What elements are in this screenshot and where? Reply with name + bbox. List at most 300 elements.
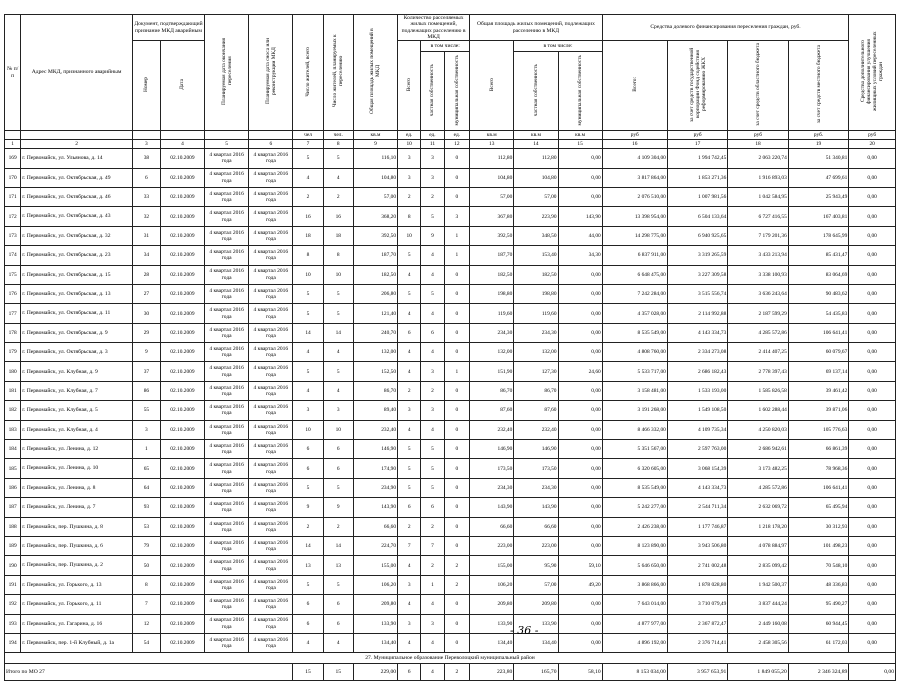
plan-demolition-cell: 4 квартал 2016 года (249, 187, 293, 206)
finance-total-cell: 5 646 650,00 (602, 556, 667, 575)
doc-number-cell: 7 (132, 595, 160, 614)
count-private-cell: 3 (421, 614, 444, 633)
doc-number-cell: 55 (132, 401, 160, 420)
finance-local-cell: 39 461,42 (788, 381, 849, 400)
doc-date-cell: 02.10.2009 (160, 343, 204, 362)
unit-cell: кв.м (558, 131, 602, 140)
area-municipal-cell: 0,00 (558, 381, 602, 400)
header-count-total: Всего (398, 41, 421, 131)
area-total-cell: 106,20 (353, 575, 397, 594)
count-municipal-cell: 0 (444, 265, 470, 284)
plan-demolition-cell: 4 квартал 2016 года (249, 343, 293, 362)
count-total-cell: 4 (398, 343, 421, 362)
address-cell: г. Первомайск, ул. Горького, д. 11 (21, 595, 133, 614)
extra-finance-cell: 0,00 (849, 149, 896, 168)
count-municipal-cell: 1 (444, 362, 470, 381)
count-municipal-cell: 2 (444, 556, 470, 575)
finance-local-cell: 39 871,06 (788, 401, 849, 420)
extra-finance-cell: 0,00 (849, 226, 896, 245)
extra-finance-cell: 0,00 (849, 381, 896, 400)
plan-end-cell: 4 квартал 2016 года (205, 401, 249, 420)
plan-demolition-cell: 4 квартал 2016 года (249, 517, 293, 536)
address-cell: г. Первомайск, пер. Пушкина, д. 6 (21, 537, 133, 556)
header-count-private: частная собственность (421, 52, 444, 131)
extra-finance-cell: 0,00 (849, 575, 896, 594)
extra-finance-cell: 0,00 (849, 478, 896, 497)
area-private-cell: 127,30 (514, 362, 558, 381)
total-label: Итого по МО 27 (5, 664, 293, 681)
residents-cell: 13 (293, 556, 323, 575)
finance-total-cell: 7 643 014,00 (602, 595, 667, 614)
unit-cell (132, 131, 160, 140)
count-private-cell: 9 (421, 226, 444, 245)
table-row (5, 517, 896, 536)
residents-cell: 4 (293, 168, 323, 187)
finance-local-cell: 65 495,94 (788, 498, 849, 517)
extra-finance-cell: 0,00 (849, 614, 896, 633)
finance-fund-cell: 3 068 154,39 (667, 459, 727, 478)
area-all-cell: 173,50 (470, 459, 514, 478)
area-all-cell: 143,90 (470, 498, 514, 517)
area-private-cell: 143,90 (514, 498, 558, 517)
count-private-cell: 3 (421, 149, 444, 168)
table-row (5, 343, 896, 362)
row-number-cell: 177 (5, 304, 21, 323)
doc-number-cell: 27 (132, 284, 160, 303)
area-private-cell: 198,80 (514, 284, 558, 303)
address-cell: г. Первомайск, ул. Октябрьская, д. 3 (21, 343, 133, 362)
plan-demolition-cell: 4 квартал 2016 года (249, 168, 293, 187)
finance-local-cell: 106 641,41 (788, 478, 849, 497)
header-finance-group: Средства долевого финансирования переселения граждан, руб. (602, 15, 849, 41)
doc-number-cell: 28 (132, 265, 160, 284)
residents-plan-cell: 5 (323, 149, 353, 168)
count-total-cell: 6 (398, 498, 421, 517)
area-all-cell: 57,00 (470, 187, 514, 206)
count-municipal-cell: 0 (444, 420, 470, 439)
count-municipal-cell: 0 (444, 401, 470, 420)
finance-total-cell: 5 351 567,00 (602, 440, 667, 459)
doc-number-cell: 86 (132, 381, 160, 400)
extra-finance-cell: 0,00 (849, 420, 896, 439)
count-total-cell: 6 (398, 323, 421, 342)
count-private-cell: 4 (421, 420, 444, 439)
total-row (5, 664, 896, 681)
finance-total-cell: 4 896 192,00 (602, 633, 667, 652)
area-total-cell: 187,70 (353, 246, 397, 265)
doc-date-cell: 02.10.2009 (160, 323, 204, 342)
doc-date-cell: 02.10.2009 (160, 226, 204, 245)
plan-demolition-cell: 4 квартал 2016 года (249, 633, 293, 652)
unit-cell: кв.м (353, 131, 397, 140)
address-cell: г. Первомайск, пер. Пушкина, д. 8 (21, 517, 133, 536)
area-municipal-cell: 0,00 (558, 459, 602, 478)
address-cell: г. Первомайск, ул. Горького, д. 13 (21, 575, 133, 594)
doc-number-cell: 12 (132, 614, 160, 633)
address-cell: г. Первомайск, ул. Клубная, д. 9 (21, 362, 133, 381)
finance-local-cell: 95 490,27 (788, 595, 849, 614)
residents-cell: 6 (293, 440, 323, 459)
area-private-cell: 134,40 (514, 633, 558, 652)
count-municipal-cell: 0 (444, 478, 470, 497)
residents-cell: 4 (293, 381, 323, 400)
finance-local-cell: 47 699,61 (788, 168, 849, 187)
finance-local-cell: 106 641,41 (788, 323, 849, 342)
plan-demolition-cell: 4 квартал 2016 года (249, 362, 293, 381)
address-cell: г. Первомайск, ул. Октябрьская, д. 43 (21, 207, 133, 226)
finance-region-cell: 1 585 826,58 (728, 381, 788, 400)
residents-plan-cell: 6 (323, 614, 353, 633)
row-number-cell: 188 (5, 517, 21, 536)
finance-fund-cell: 1 878 028,80 (667, 575, 727, 594)
area-all-cell: 86,70 (470, 381, 514, 400)
doc-date-cell: 02.10.2009 (160, 362, 204, 381)
count-municipal-cell: 0 (444, 284, 470, 303)
row-number-cell: 186 (5, 478, 21, 497)
doc-number-cell: 93 (132, 498, 160, 517)
doc-number-cell: 79 (132, 537, 160, 556)
area-municipal-cell: 0,00 (558, 304, 602, 323)
row-number-cell: 190 (5, 556, 21, 575)
area-all-cell: 87,60 (470, 401, 514, 420)
area-municipal-cell: 0,00 (558, 343, 602, 362)
finance-total-cell: 5 533 717,00 (602, 362, 667, 381)
area-all-cell: 223,00 (470, 537, 514, 556)
count-municipal-cell: 0 (444, 304, 470, 323)
header-doc-number: Номер (132, 41, 160, 131)
doc-number-cell: 50 (132, 556, 160, 575)
finance-region-cell: 6 727 416,55 (728, 207, 788, 226)
residents-cell: 2 (293, 517, 323, 536)
column-number-cell: 4 (160, 140, 204, 149)
column-number-cell: 18 (728, 140, 788, 149)
count-municipal-cell: 0 (444, 187, 470, 206)
residents-plan-cell: 5 (323, 304, 353, 323)
finance-fund-cell: 2 544 711,34 (667, 498, 727, 517)
extra-finance-cell: 0,00 (849, 187, 896, 206)
count-private-cell: 2 (421, 187, 444, 206)
finance-total-cell: 6 648 475,00 (602, 265, 667, 284)
doc-date-cell: 02.10.2009 (160, 187, 204, 206)
finance-local-cell: 25 943,49 (788, 187, 849, 206)
area-municipal-cell: 59,10 (558, 556, 602, 575)
count-municipal-cell: 0 (444, 498, 470, 517)
extra-finance-cell: 0,00 (849, 440, 896, 459)
total-finance-region: 1 849 055,20 (728, 664, 788, 681)
area-all-cell: 132,00 (470, 343, 514, 362)
area-all-cell: 392,50 (470, 226, 514, 245)
residents-plan-cell: 16 (323, 207, 353, 226)
plan-demolition-cell: 4 квартал 2016 года (249, 323, 293, 342)
doc-date-cell: 02.10.2009 (160, 556, 204, 575)
residents-cell: 14 (293, 537, 323, 556)
finance-region-cell: 2 414 407,25 (728, 343, 788, 362)
finance-total-cell: 13 398 954,00 (602, 207, 667, 226)
count-total-cell: 4 (398, 556, 421, 575)
residents-plan-cell: 14 (323, 323, 353, 342)
table-row (5, 595, 896, 614)
area-total-cell: 66,60 (353, 517, 397, 536)
finance-local-cell: 69 137,14 (788, 362, 849, 381)
table-row (5, 459, 896, 478)
total-area-municipal: 58,10 (558, 664, 602, 681)
plan-demolition-cell: 4 квартал 2016 года (249, 149, 293, 168)
unit-cell: руб (849, 131, 896, 140)
finance-total-cell: 2 076 510,00 (602, 187, 667, 206)
column-number-cell: 9 (353, 140, 397, 149)
residents-plan-cell: 9 (323, 498, 353, 517)
row-number-cell: 175 (5, 265, 21, 284)
area-total-cell: 206,80 (353, 284, 397, 303)
finance-region-cell: 7 179 201,36 (728, 226, 788, 245)
extra-finance-cell: 0,00 (849, 265, 896, 284)
extra-finance-cell: 0,00 (849, 304, 896, 323)
area-total-cell: 174,90 (353, 459, 397, 478)
area-municipal-cell: 0,00 (558, 595, 602, 614)
finance-total-cell: 3 158 481,00 (602, 381, 667, 400)
finance-region-cell: 3 173 482,25 (728, 459, 788, 478)
plan-end-cell: 4 квартал 2016 года (205, 343, 249, 362)
finance-region-cell: 4 078 884,97 (728, 537, 788, 556)
residents-cell: 6 (293, 459, 323, 478)
doc-date-cell: 02.10.2009 (160, 304, 204, 323)
table-row (5, 265, 896, 284)
extra-finance-cell: 0,00 (849, 459, 896, 478)
header-area-municipal: муниципальная собственность (558, 52, 602, 131)
unit-cell: кв.м (514, 131, 558, 140)
area-municipal-cell: 0,00 (558, 633, 602, 652)
count-municipal-cell: 1 (444, 226, 470, 245)
table-row (5, 168, 896, 187)
header-finance-total: Всего: (602, 41, 667, 131)
column-number-cell: 3 (132, 140, 160, 149)
finance-fund-cell: 1 853 271,36 (667, 168, 727, 187)
extra-finance-cell: 0,00 (849, 537, 896, 556)
residents-plan-cell: 13 (323, 556, 353, 575)
unit-cell (249, 131, 293, 140)
area-all-cell: 112,80 (470, 149, 514, 168)
area-total-cell: 86,70 (353, 381, 397, 400)
unit-cell: руб (667, 131, 727, 140)
count-municipal-cell: 0 (444, 517, 470, 536)
finance-fund-cell: 4 109 735,34 (667, 420, 727, 439)
residents-cell: 4 (293, 633, 323, 652)
column-number-cell: 10 (398, 140, 421, 149)
table-row (5, 284, 896, 303)
plan-end-cell: 4 квартал 2016 года (205, 440, 249, 459)
address-cell: г. Первомайск, ул. Октябрьская, д. 49 (21, 168, 133, 187)
unit-cell (5, 131, 21, 140)
total-area-all: 223,80 (470, 664, 514, 681)
extra-finance-cell: 0,00 (849, 633, 896, 652)
area-private-cell: 348,50 (514, 226, 558, 245)
count-total-cell: 5 (398, 459, 421, 478)
plan-end-cell: 4 квартал 2016 года (205, 284, 249, 303)
area-private-cell: 87,60 (514, 401, 558, 420)
doc-date-cell: 02.10.2009 (160, 575, 204, 594)
count-total-cell: 3 (398, 575, 421, 594)
header-area-group: Общая площадь жилых помещений, подлежащих расселению в МКД (470, 15, 603, 41)
header-count-incl: в том числе: (421, 41, 470, 52)
doc-number-cell: 30 (132, 304, 160, 323)
area-total-cell: 132,00 (353, 343, 397, 362)
count-municipal-cell: 3 (444, 207, 470, 226)
finance-fund-cell: 3 710 079,49 (667, 595, 727, 614)
extra-finance-cell: 0,00 (849, 323, 896, 342)
count-total-cell: 2 (398, 381, 421, 400)
plan-end-cell: 4 квартал 2016 года (205, 537, 249, 556)
plan-demolition-cell: 4 квартал 2016 года (249, 478, 293, 497)
unit-cell: чел (293, 131, 323, 140)
residents-cell: 3 (293, 401, 323, 420)
residents-cell: 6 (293, 595, 323, 614)
finance-region-cell: 2 778 397,43 (728, 362, 788, 381)
doc-date-cell: 02.10.2009 (160, 537, 204, 556)
plan-demolition-cell: 4 квартал 2016 года (249, 498, 293, 517)
residents-cell: 5 (293, 149, 323, 168)
column-number-cell: 6 (249, 140, 293, 149)
area-all-cell: 209,80 (470, 595, 514, 614)
count-private-cell: 5 (421, 440, 444, 459)
plan-end-cell: 4 квартал 2016 года (205, 265, 249, 284)
finance-total-cell: 7 242 284,00 (602, 284, 667, 303)
count-private-cell: 5 (421, 478, 444, 497)
area-total-cell: 368,20 (353, 207, 397, 226)
finance-region-cell: 3 636 243,64 (728, 284, 788, 303)
column-number-cell: 1 (5, 140, 21, 149)
column-number-cell: 8 (323, 140, 353, 149)
area-municipal-cell: 0,00 (558, 614, 602, 633)
count-municipal-cell: 0 (444, 149, 470, 168)
table-body (5, 149, 896, 653)
header-extra-finance: Средства дополнительного финансирования улучшения жилищных условий переселенных граждан (849, 15, 896, 131)
area-private-cell: 173,50 (514, 459, 558, 478)
count-private-cell: 4 (421, 343, 444, 362)
unit-cell: руб (728, 131, 788, 140)
finance-region-cell: 1 042 584,95 (728, 187, 788, 206)
finance-total-cell: 3 868 866,00 (602, 575, 667, 594)
area-total-cell: 155,00 (353, 556, 397, 575)
residents-cell: 6 (293, 614, 323, 633)
doc-date-cell: 02.10.2009 (160, 401, 204, 420)
doc-number-cell: 31 (132, 226, 160, 245)
count-total-cell: 4 (398, 420, 421, 439)
count-total-cell: 5 (398, 478, 421, 497)
plan-end-cell: 4 квартал 2016 года (205, 517, 249, 536)
area-municipal-cell: 0,00 (558, 168, 602, 187)
doc-number-cell: 64 (132, 478, 160, 497)
row-number-cell: 194 (5, 633, 21, 652)
header-count-municipal: муниципальная собственность (444, 52, 470, 131)
count-private-cell: 2 (421, 517, 444, 536)
residents-plan-cell: 18 (323, 226, 353, 245)
finance-total-cell: 6 320 605,00 (602, 459, 667, 478)
finance-region-cell: 2 686 942,61 (728, 440, 788, 459)
residents-plan-cell: 10 (323, 265, 353, 284)
count-municipal-cell: 0 (444, 595, 470, 614)
row-number-cell: 191 (5, 575, 21, 594)
count-municipal-cell: 0 (444, 459, 470, 478)
area-total-cell: 392,50 (353, 226, 397, 245)
header-residents: Число жителей, всего (293, 15, 323, 131)
area-total-cell: 234,90 (353, 478, 397, 497)
table-row (5, 633, 896, 652)
residents-plan-cell: 8 (323, 246, 353, 265)
area-total-cell: 116,10 (353, 149, 397, 168)
count-private-cell: 4 (421, 246, 444, 265)
count-total-cell: 3 (398, 614, 421, 633)
address-cell: г. Первомайск, ул. Ленина, д. 8 (21, 478, 133, 497)
table-row (5, 207, 896, 226)
area-all-cell: 66,60 (470, 517, 514, 536)
finance-local-cell: 105 776,63 (788, 420, 849, 439)
table-row (5, 304, 896, 323)
row-number-cell: 169 (5, 149, 21, 168)
row-number-cell: 184 (5, 440, 21, 459)
finance-local-cell: 51 340,81 (788, 149, 849, 168)
plan-end-cell: 4 квартал 2016 года (205, 304, 249, 323)
count-private-cell: 3 (421, 168, 444, 187)
count-total-cell: 2 (398, 517, 421, 536)
plan-demolition-cell: 4 квартал 2016 года (249, 246, 293, 265)
residents-plan-cell: 5 (323, 362, 353, 381)
residents-cell: 4 (293, 343, 323, 362)
count-private-cell: 2 (421, 381, 444, 400)
residents-plan-cell: 6 (323, 440, 353, 459)
finance-total-cell: 4 109 304,00 (602, 149, 667, 168)
address-cell: г. Первомайск, ул. Клубная, д. 4 (21, 420, 133, 439)
finance-region-cell: 2 449 160,08 (728, 614, 788, 633)
finance-region-cell: 2 063 220,74 (728, 149, 788, 168)
plan-demolition-cell: 4 квартал 2016 года (249, 420, 293, 439)
plan-end-cell: 4 квартал 2016 года (205, 207, 249, 226)
area-all-cell: 106,20 (470, 575, 514, 594)
area-private-cell: 104,80 (514, 168, 558, 187)
area-private-cell: 146,90 (514, 440, 558, 459)
row-number-cell: 179 (5, 343, 21, 362)
area-municipal-cell: 24,60 (558, 362, 602, 381)
area-municipal-cell: 49,20 (558, 575, 602, 594)
residents-plan-cell: 2 (323, 187, 353, 206)
finance-local-cell: 101 498,23 (788, 537, 849, 556)
total-count: 6 (398, 664, 421, 681)
doc-number-cell: 8 (132, 575, 160, 594)
table-row (5, 556, 896, 575)
count-municipal-cell: 0 (444, 614, 470, 633)
area-total-cell: 209,80 (353, 595, 397, 614)
finance-total-cell: 8 466 332,00 (602, 420, 667, 439)
unit-cell (205, 131, 249, 140)
residents-plan-cell: 5 (323, 575, 353, 594)
residents-cell: 5 (293, 362, 323, 381)
unit-cell: руб. (788, 131, 849, 140)
area-total-cell: 182,50 (353, 265, 397, 284)
plan-demolition-cell: 4 квартал 2016 года (249, 381, 293, 400)
row-number-cell: 171 (5, 187, 21, 206)
row-number-cell: 183 (5, 420, 21, 439)
area-total-cell: 104,80 (353, 168, 397, 187)
finance-region-cell: 4 285 572,86 (728, 323, 788, 342)
row-number-cell: 170 (5, 168, 21, 187)
column-number-cell: 12 (444, 140, 470, 149)
area-municipal-cell: 0,00 (558, 537, 602, 556)
column-number-cell: 20 (849, 140, 896, 149)
finance-region-cell: 3 433 213,94 (728, 246, 788, 265)
doc-date-cell: 02.10.2009 (160, 595, 204, 614)
address-cell: г. Первомайск, пер. 1-й Клубный, д. 1а (21, 633, 133, 652)
header-area-total: Общая площадь жилых помещений в МКД (353, 15, 397, 131)
finance-total-cell: 3 817 864,00 (602, 168, 667, 187)
